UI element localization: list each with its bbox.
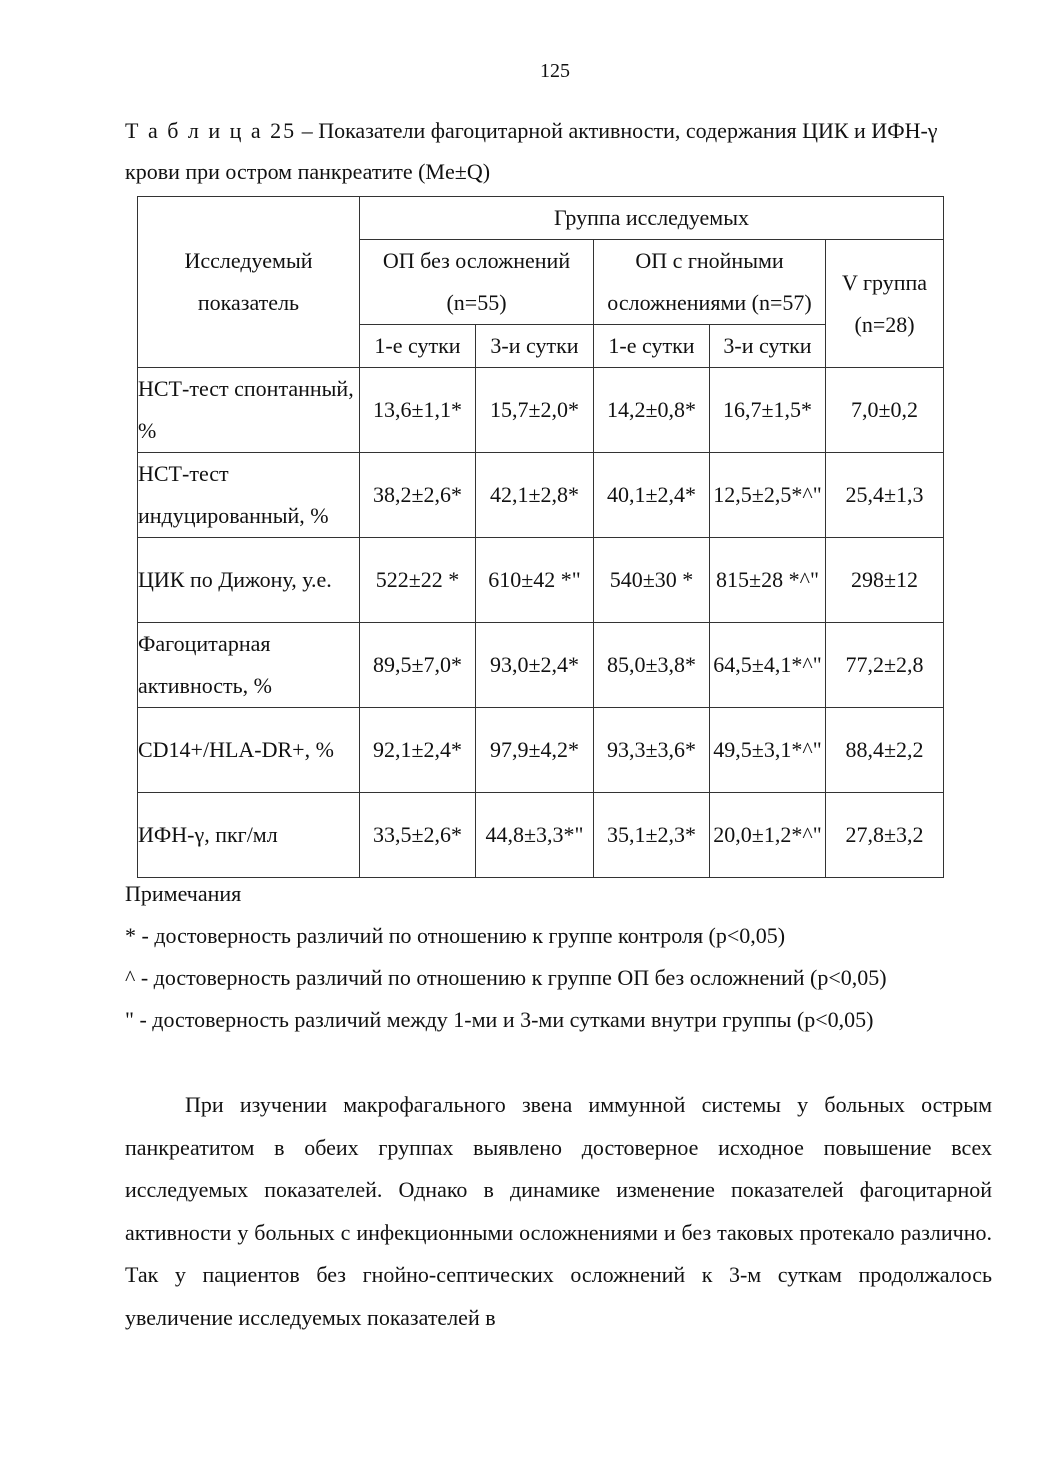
table-row (138, 368, 944, 453)
header-group-title: Группа исследуемых (360, 197, 944, 240)
table-row (138, 538, 944, 623)
table-cell: 33,5±2,6* (360, 793, 476, 878)
table-cell: 49,5±3,1*^" (710, 708, 826, 793)
body-paragraph: При изучении макрофагального звена иммунной системы у больных острым панкреатитом в обеих группах выявлено достоверное исходное повышение всех исследуемых показателей. Однако в динамике изменение показателей фагоцитарной активности у больных с инфекционными осложнениями и без таковых протекало различно. Так у пациентов без гнойно-септических осложнений к 3-м суткам продолжалось увеличение исследуемых показателей в (125, 1092, 992, 1330)
table-row (138, 453, 944, 538)
header-day1-a: 1-е сутки (360, 325, 476, 368)
table-caption (125, 110, 995, 192)
table-cell: 92,1±2,4* (360, 708, 476, 793)
table-cell: 13,6±1,1* (360, 368, 476, 453)
note-item: " - достоверность различий между 1-ми и 3-ми сутками внутри группы (p<0,05) (125, 1007, 874, 1032)
table-cell: 64,5±4,1*^" (710, 623, 826, 708)
header-group-c: V группа (n=28) (826, 240, 944, 368)
row-label: НСТ-тест спонтанный, % (138, 368, 360, 453)
table-notes (125, 873, 1005, 1041)
table-cell: 540±30 * (594, 538, 710, 623)
table-cell: 88,4±2,2 (826, 708, 944, 793)
table-caption-text: – Показатели фагоцитарной активности, содержания ЦИК и ИФН-γ крови при остром панкреатите (Me±Q) (125, 118, 938, 184)
table-cell: 14,2±0,8* (594, 368, 710, 453)
table-cell: 298±12 (826, 538, 944, 623)
row-label: CD14+/HLA-DR+, % (138, 708, 360, 793)
table-cell: 15,7±2,0* (476, 368, 594, 453)
table-cell: 93,0±2,4* (476, 623, 594, 708)
table-cell: 7,0±0,2 (826, 368, 944, 453)
table-cell: 35,1±2,3* (594, 793, 710, 878)
row-label: НСТ-тест индуцированный, % (138, 453, 360, 538)
row-label: ИФН-γ, пкг/мл (138, 793, 360, 878)
header-day1-b: 1-е сутки (594, 325, 710, 368)
data-table (137, 196, 944, 878)
table-cell: 85,0±3,8* (594, 623, 710, 708)
table-cell: 815±28 *^" (710, 538, 826, 623)
table-row (138, 623, 944, 708)
notes-title: Примечания (125, 881, 242, 906)
note-item: * - достоверность различий по отношению к группе контроля (p<0,05) (125, 923, 786, 948)
header-indicator: Исследуемый показатель (138, 197, 360, 368)
table-cell: 93,3±3,6* (594, 708, 710, 793)
table-cell: 44,8±3,3*" (476, 793, 594, 878)
table-cell: 20,0±1,2*^" (710, 793, 826, 878)
table-cell: 38,2±2,6* (360, 453, 476, 538)
row-label: Фагоцитарная активность, % (138, 623, 360, 708)
table-cell: 12,5±2,5*^" (710, 453, 826, 538)
table-cell: 522±22 * (360, 538, 476, 623)
note-item: ^ - достоверность различий по отношению к группе ОП без осложнений (p<0,05) (125, 965, 887, 990)
table-cell: 27,8±3,2 (826, 793, 944, 878)
header-group-b: ОП с гнойными осложнениями (n=57) (594, 240, 826, 325)
page-number: 125 (540, 60, 570, 82)
table-cell: 610±42 *" (476, 538, 594, 623)
header-group-a: ОП без осложнений (n=55) (360, 240, 594, 325)
table-cell: 40,1±2,4* (594, 453, 710, 538)
table-cell: 89,5±7,0* (360, 623, 476, 708)
table-row (138, 708, 944, 793)
header-day3-a: 3-и сутки (476, 325, 594, 368)
table-cell: 77,2±2,8 (826, 623, 944, 708)
table-cell: 16,7±1,5* (710, 368, 826, 453)
table-caption-label: Т а б л и ц а 25 (125, 118, 297, 143)
table-cell: 25,4±1,3 (826, 453, 944, 538)
table-cell: 97,9±4,2* (476, 708, 594, 793)
table-cell: 42,1±2,8* (476, 453, 594, 538)
row-label: ЦИК по Дижону, у.е. (138, 538, 360, 623)
header-day3-b: 3-и сутки (710, 325, 826, 368)
table-row (138, 793, 944, 878)
